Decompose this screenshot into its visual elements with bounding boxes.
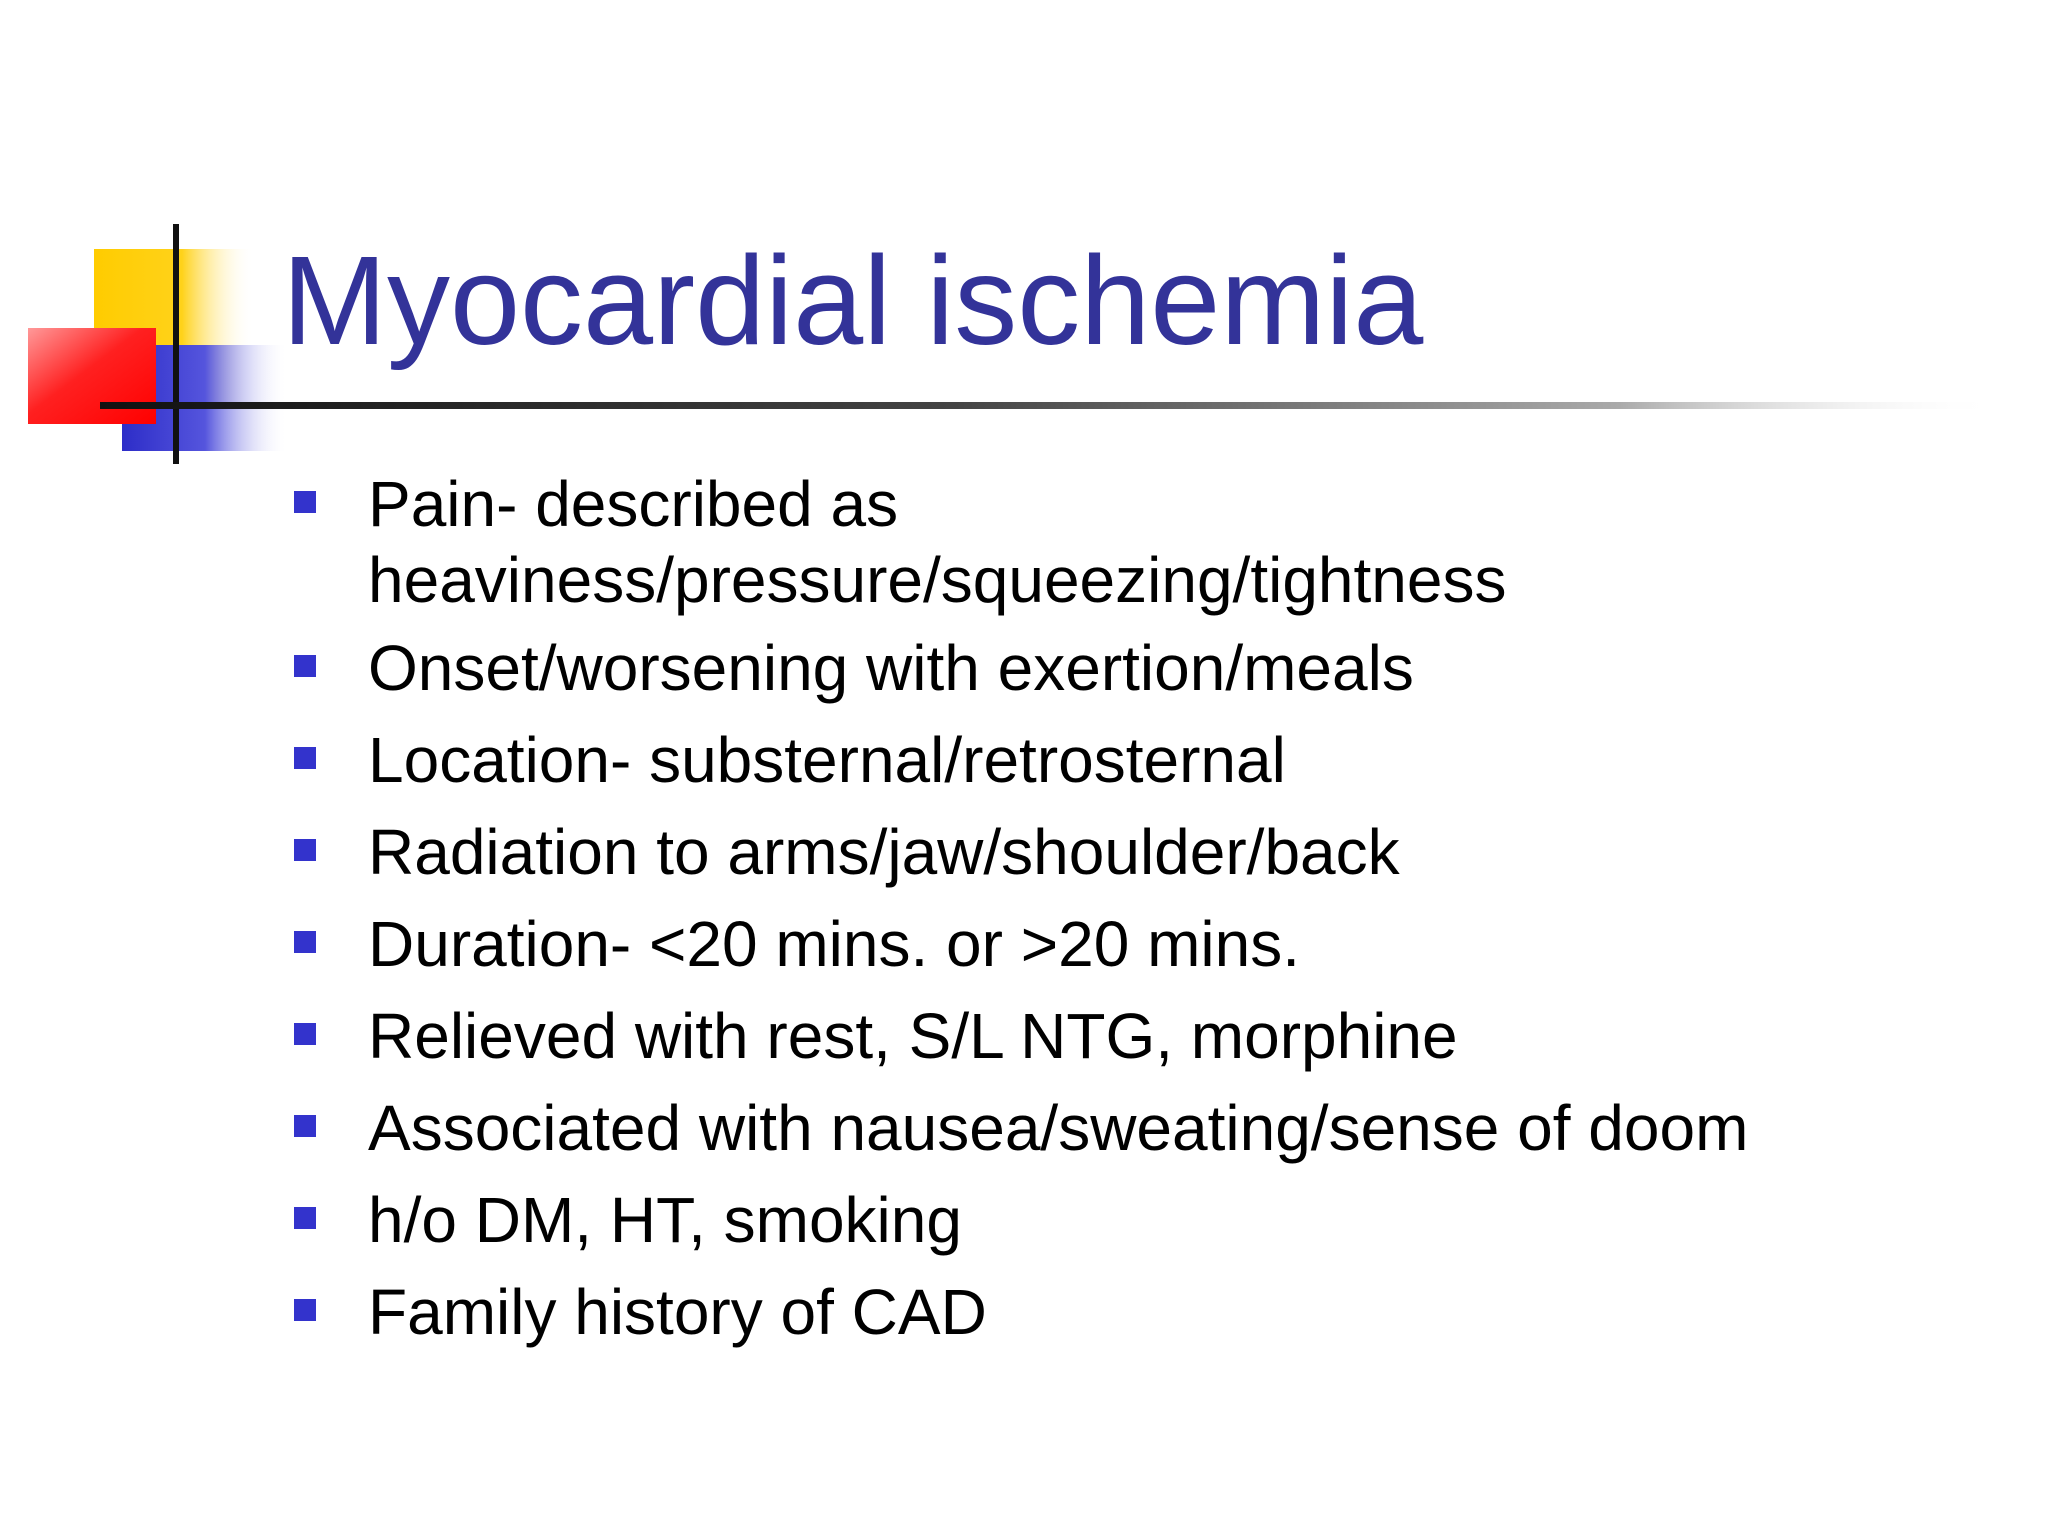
bullet-text: Family history of CAD [368,1276,987,1348]
bullet-text: Relieved with rest, S/L NTG, morphine [368,1000,1458,1072]
square-bullet-icon [294,839,316,861]
vertical-rule [173,224,179,464]
bullet-item [290,1274,1990,1350]
square-bullet-icon [294,747,316,769]
bullet-item [290,722,1990,798]
bullet-text: Duration- <20 mins. or >20 mins. [368,908,1300,980]
bullet-text: heaviness/pressure/squeezing/tightness [368,544,1507,616]
square-bullet-icon [294,655,316,677]
bullet-text: Onset/worsening with exertion/meals [368,632,1414,704]
bullet-item [290,998,1990,1074]
bullet-text: Location- substernal/retrosternal [368,724,1286,796]
bullet-item [290,906,1990,982]
bullet-text: Associated with nausea/sweating/sense of doom [368,1092,1749,1164]
square-bullet-icon [294,931,316,953]
bullet-text: Radiation to arms/jaw/shoulder/back [368,816,1400,888]
bullet-item [290,1182,1990,1258]
bullet-item [290,630,1990,706]
square-bullet-icon [294,491,316,513]
title-divider [100,402,2000,409]
bullet-item [290,1090,1990,1166]
bullet-text: h/o DM, HT, smoking [368,1184,962,1256]
bullet-item [290,814,1990,890]
square-bullet-icon [294,1023,316,1045]
square-bullet-icon [294,1115,316,1137]
bullet-text: Pain- described as [368,468,899,540]
red-square-shape [28,328,156,424]
bullet-item [290,466,1990,618]
bullet-list [290,466,1990,1366]
square-bullet-icon [294,1207,316,1229]
square-bullet-icon [294,1299,316,1321]
slide-title: Myocardial ischemia [282,230,1424,371]
